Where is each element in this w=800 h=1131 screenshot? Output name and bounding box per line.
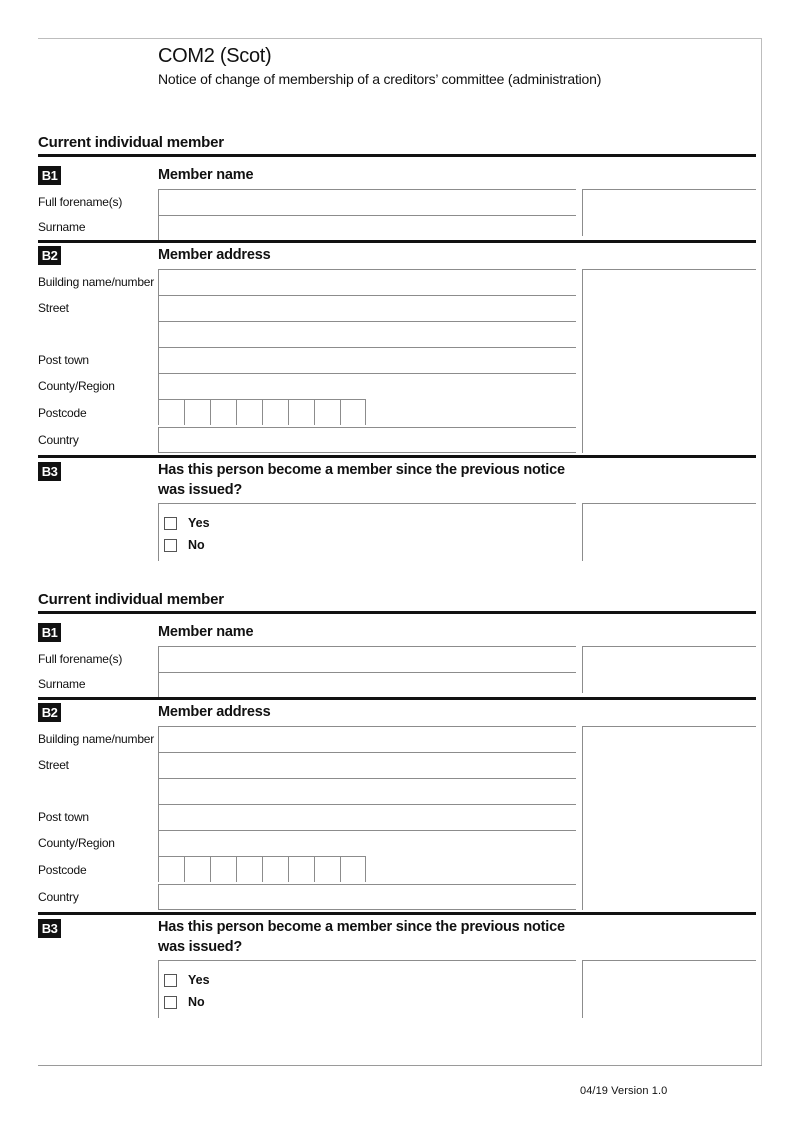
section-rule bbox=[38, 611, 756, 614]
postcode-cell[interactable] bbox=[288, 399, 314, 425]
guidance-box-b1 bbox=[582, 646, 756, 693]
guidance-box-b2 bbox=[582, 269, 756, 453]
forename-label: Full forename(s) bbox=[38, 652, 123, 666]
badge-b2: B2 bbox=[38, 246, 61, 265]
post-town-field[interactable] bbox=[158, 804, 576, 830]
option-no[interactable] bbox=[164, 995, 205, 1009]
postcode-cell[interactable] bbox=[314, 856, 340, 882]
member-address-heading: Member address bbox=[158, 247, 271, 263]
postcode-label: Postcode bbox=[38, 863, 87, 877]
no-checkbox[interactable] bbox=[164, 539, 177, 552]
version-label: 04/19 Version 1.0 bbox=[580, 1085, 668, 1097]
yes-label: Yes bbox=[188, 973, 210, 987]
section-title: Current individual member bbox=[38, 134, 224, 151]
member-name-heading: Member name bbox=[158, 624, 254, 640]
forename-field[interactable] bbox=[158, 646, 576, 672]
postcode-cell[interactable] bbox=[158, 856, 184, 882]
bottom-rule bbox=[38, 1065, 762, 1066]
country-field[interactable] bbox=[158, 884, 576, 910]
previous-notice-question: Has this person become a member since the previous notice was issued? bbox=[158, 462, 565, 498]
yes-label: Yes bbox=[188, 516, 210, 530]
street-label: Street bbox=[38, 758, 69, 772]
option-yes[interactable] bbox=[164, 516, 210, 530]
postcode-cell[interactable] bbox=[236, 399, 262, 425]
building-label: Building name/number bbox=[38, 732, 155, 746]
building-field[interactable] bbox=[158, 726, 576, 752]
member-name-heading: Member name bbox=[158, 167, 254, 183]
post-town-field[interactable] bbox=[158, 347, 576, 373]
section-rule bbox=[38, 154, 756, 157]
surname-label: Surname bbox=[38, 677, 86, 691]
postcode-cell[interactable] bbox=[210, 399, 236, 425]
badge-b2: B2 bbox=[38, 703, 61, 722]
forename-field[interactable] bbox=[158, 189, 576, 215]
postcode-cell[interactable] bbox=[288, 856, 314, 882]
postcode-cell[interactable] bbox=[158, 399, 184, 425]
section-rule bbox=[38, 912, 756, 915]
postcode-cell[interactable] bbox=[262, 856, 288, 882]
country-field[interactable] bbox=[158, 427, 576, 453]
street-field-2[interactable] bbox=[158, 321, 576, 347]
form-code: COM2 (Scot) bbox=[158, 45, 272, 67]
section-title: Current individual member bbox=[38, 591, 224, 608]
badge-b1: B1 bbox=[38, 623, 61, 642]
option-no[interactable] bbox=[164, 538, 205, 552]
county-field[interactable] bbox=[158, 830, 576, 856]
street-field-1[interactable] bbox=[158, 752, 576, 778]
post-town-label: Post town bbox=[38, 353, 89, 367]
postcode-cell[interactable] bbox=[314, 399, 340, 425]
form-header bbox=[158, 44, 638, 88]
postcode-label: Postcode bbox=[38, 406, 87, 420]
badge-b3: B3 bbox=[38, 462, 61, 481]
country-label: Country bbox=[38, 890, 79, 904]
yes-checkbox[interactable] bbox=[164, 517, 177, 530]
option-yes[interactable] bbox=[164, 973, 210, 987]
form-title: Notice of change of membership of a creditors’ committee (administration) bbox=[158, 71, 602, 87]
country-label: Country bbox=[38, 433, 79, 447]
section-rule bbox=[38, 697, 756, 700]
answer-box bbox=[158, 960, 576, 1018]
section-rule bbox=[38, 455, 756, 458]
no-checkbox[interactable] bbox=[164, 996, 177, 1009]
no-label: No bbox=[188, 995, 205, 1009]
postcode-field[interactable] bbox=[158, 399, 366, 425]
badge-b1: B1 bbox=[38, 166, 61, 185]
building-field[interactable] bbox=[158, 269, 576, 295]
guidance-box-b3 bbox=[582, 960, 756, 1018]
guidance-box-b3 bbox=[582, 503, 756, 561]
county-label: County/Region bbox=[38, 379, 115, 393]
postcode-cell[interactable] bbox=[262, 399, 288, 425]
no-label: No bbox=[188, 538, 205, 552]
top-rule bbox=[38, 38, 762, 39]
yes-checkbox[interactable] bbox=[164, 974, 177, 987]
postcode-cell[interactable] bbox=[340, 399, 366, 425]
guidance-box-b1 bbox=[582, 189, 756, 236]
street-field-1[interactable] bbox=[158, 295, 576, 321]
street-field-2[interactable] bbox=[158, 778, 576, 804]
surname-field[interactable] bbox=[158, 215, 576, 241]
answer-box bbox=[158, 503, 576, 561]
postcode-cell[interactable] bbox=[340, 856, 366, 882]
postcode-cell[interactable] bbox=[184, 856, 210, 882]
member-address-heading: Member address bbox=[158, 704, 271, 720]
badge-b3: B3 bbox=[38, 919, 61, 938]
guidance-box-b2 bbox=[582, 726, 756, 910]
street-label: Street bbox=[38, 301, 69, 315]
post-town-label: Post town bbox=[38, 810, 89, 824]
forename-label: Full forename(s) bbox=[38, 195, 123, 209]
surname-field[interactable] bbox=[158, 672, 576, 698]
surname-label: Surname bbox=[38, 220, 86, 234]
right-rule bbox=[761, 38, 762, 1066]
postcode-cell[interactable] bbox=[184, 399, 210, 425]
county-label: County/Region bbox=[38, 836, 115, 850]
section-rule bbox=[38, 240, 756, 243]
postcode-cell[interactable] bbox=[210, 856, 236, 882]
building-label: Building name/number bbox=[38, 275, 155, 289]
previous-notice-question: Has this person become a member since the previous notice was issued? bbox=[158, 919, 565, 955]
postcode-field[interactable] bbox=[158, 856, 366, 882]
postcode-cell[interactable] bbox=[236, 856, 262, 882]
county-field[interactable] bbox=[158, 373, 576, 399]
